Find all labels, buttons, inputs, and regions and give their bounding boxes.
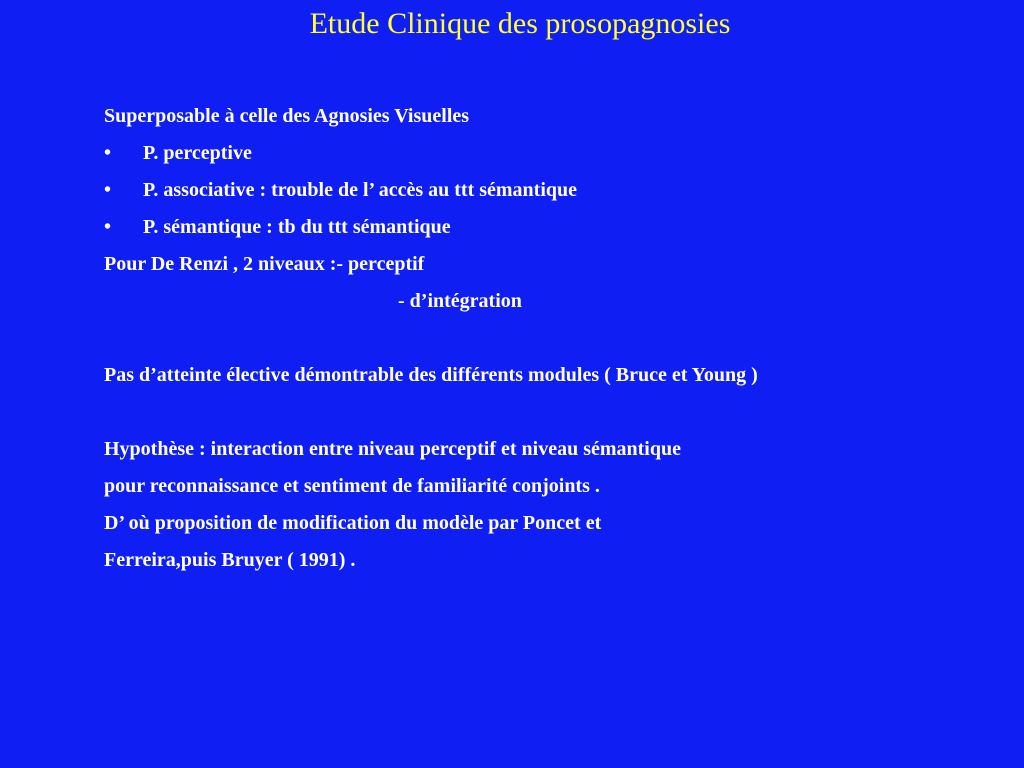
hypothesis-line: Ferreira,puis Bruyer ( 1991) . [104,549,356,571]
derenzi-line: Pour De Renzi , 2 niveaux :- perceptif [104,253,425,275]
bullet-text: P. sémantique : tb du ttt sémantique [143,216,451,238]
bullet-icon: • [104,142,112,164]
bullet-item-semantique [104,209,1004,246]
slide-body [104,98,1004,579]
hypothesis-line: Hypothèse : interaction entre niveau perceptif et niveau sémantique [104,438,681,460]
bullet-item-associative [104,172,1004,209]
hypothesis-line: pour reconnaissance et sentiment de familiarité conjoints . [104,475,600,497]
slide-title: Etude Clinique des prosopagnosies [309,7,731,40]
spacer [104,394,1004,431]
derenzi-line-continuation: - d’intégration [398,290,522,312]
bullet-icon: • [104,216,112,238]
intro-text: Superposable à celle des Agnosies Visuelles [104,105,470,127]
bullet-text: P. perceptive [143,142,252,164]
bullet-icon: • [104,179,112,201]
bullet-text: P. associative : trouble de l’ accès au ttt sémantique [143,179,578,201]
spacer [104,320,1004,357]
hypothesis-line: D’ où proposition de modification du modèle par Poncet et [104,512,602,534]
bullet-item-perceptive [104,135,1004,172]
bruce-young-text: Pas d’atteinte élective démontrable des différents modules ( Bruce et Young ) [104,364,758,386]
